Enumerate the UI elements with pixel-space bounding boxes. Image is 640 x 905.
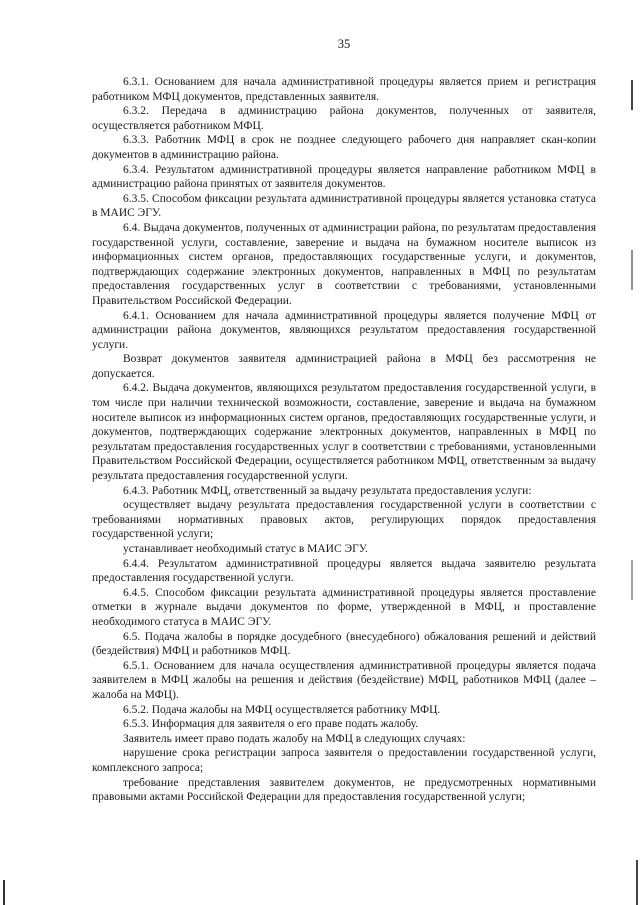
paragraph: Возврат документов заявителя администрацией района в МФЦ без рассмотрения не допускается. [92,353,596,380]
paragraph: 6.3.4. Результатом административной процедуры является направление работником МФЦ в администрацию района принятых от заявителя документов. [92,163,596,191]
paragraph: 6.5.1. Основанием для начала осуществления административной процедуры является подача заявителем в МФЦ жалобы на решения и действия (бездействие) МФЦ, работников МФЦ (далее – жалоба на МФЦ). [92,659,596,701]
paragraph: осуществляет выдачу результата предоставления государственной услуги в соответствии с требованиями нормативных правовых актов, регулирующих порядок предоставления государственной услуги; [92,499,596,541]
paragraph: 6.3.1. Основанием для начала административной процедуры является прием и регистрация работником МФЦ документов, представленных заявителя. [92,76,596,103]
paragraph: 6.3.2. Передача в администрацию района документов, полученных от заявителя, осуществляется работником МФЦ. [92,105,596,132]
scan-edge-mark [631,80,633,110]
paragraph: 6.5.2. Подача жалобы на МФЦ осуществляется работнику МФЦ. [123,703,441,716]
paragraph: 6.4. Выдача документов, полученных от администрации района, по результатам предоставления государственной услуги, составление, заверение и выдача на бумажном носителе выписок из информационных систем органов, предоставляющих государственные услуги, и документов, подтверждающих содержание электронных документов, направленных в МФЦ по результатам предоставления государственных услуг в соответствии с требованиями, установленными Правительством Российской Федерации. [92,221,596,307]
paragraph: требование представления заявителем документов, не предусмотренных нормативными правовыми актами Российской Федерации для предоставления государственной услуги; [92,776,596,804]
paragraph: 6.4.3. Работник МФЦ, ответственный за выдачу результата предоставления услуги: [123,484,532,497]
paragraph: 6.3.3. Работник МФЦ в срок не позднее следующего рабочего дня направляет скан-копии документов в администрацию района. [92,134,596,161]
scan-edge-mark [631,250,633,290]
paragraph: нарушение срока регистрации запроса заявителя о предоставлении государственной услуги, комплексного запроса; [92,747,596,774]
paragraph: 6.4.4. Результатом административной процедуры является выдача заявителю результата предоставления государственной услуги. [92,557,596,585]
paragraph: 6.4.5. Способом фиксации результата административной процедуры является проставление отметки в журнале выдачи документов по форме, утвержденной в МФЦ, и проставление необходимого статуса в МАИС ЭГУ. [92,586,596,628]
paragraph: Заявитель имеет право подать жалобу на МФЦ в следующих случаях: [123,732,466,745]
scan-edge-mark [636,860,638,905]
paragraph: 6.4.1. Основанием для начала административной процедуры является получение МФЦ от администрации района документов, являющихся результатом предоставления государственной услуги. [92,309,596,351]
paragraph: устанавливает необходимый статус в МАИС ЭГУ. [123,543,368,555]
paragraph: 6.5.3. Информация для заявителя о его праве подать жалобу. [123,718,419,731]
paragraph: 6.3.5. Способом фиксации результата административной процедуры является установка статуса в МАИС ЭГУ. [92,192,596,220]
scan-edge-mark [3,880,5,905]
scan-edge-mark [631,560,633,600]
page-number: 35 [337,37,351,51]
paragraph: 6.4.2. Выдача документов, являющихся результатом предоставления государственной услуги, в том числе при наличии технической возможности, составление, заверение и выдача на бумажном носителе выписок из информационных систем органов, предоставляющих государственные услуги, и документов, подтверждающих содержание электронных документов, направленных в МФЦ по результатам предоставления государственных услуг в соответствии с требованиями, установленными Правительством Российской Федерации, осуществляется работником МФЦ, ответственным за выдачу результата предоставления государственной услуги. [92,382,596,483]
document-body [92,75,596,805]
paragraph: 6.5. Подача жалобы в порядке досудебного (внесудебного) обжалования решений и действий (бездействия) МФЦ и работников МФЦ. [92,630,596,658]
